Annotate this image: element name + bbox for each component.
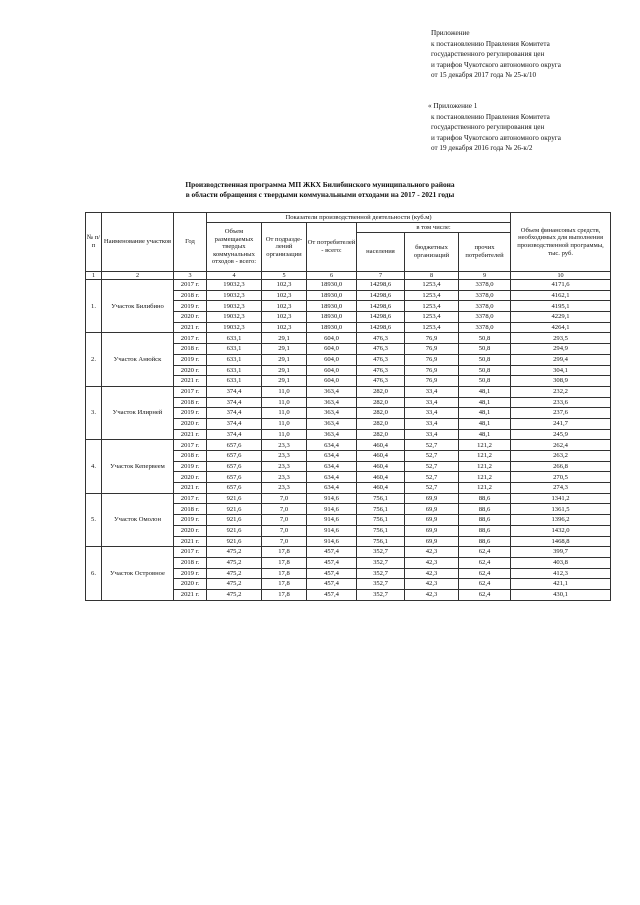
appendix-header-line: государственного регулирования цен: [431, 50, 545, 59]
cell-year: 2019 г.: [174, 515, 207, 526]
cell-population: 282,0: [357, 429, 405, 440]
cell-volume: 921,6: [207, 504, 262, 515]
cell-year: 2020 г.: [174, 312, 207, 323]
cell-consumers: 604,0: [307, 333, 357, 344]
cell-budget: 1253,4: [405, 290, 459, 301]
cell-budget: 1253,4: [405, 322, 459, 333]
cell-subdivisions: 11,0: [262, 397, 307, 408]
cell-year: 2017 г.: [174, 547, 207, 558]
cell-budget: 52,7: [405, 451, 459, 462]
cell-other: 3378,0: [459, 280, 511, 291]
cell-subdivisions: 7,0: [262, 504, 307, 515]
cell-year: 2017 г.: [174, 280, 207, 291]
cell-other: 62,4: [459, 579, 511, 590]
cell-consumers: 363,4: [307, 418, 357, 429]
cell-volume: 374,4: [207, 429, 262, 440]
cell-consumers: 363,4: [307, 386, 357, 397]
cell-consumers: 604,0: [307, 344, 357, 355]
site-name: Участок Билибино: [102, 280, 174, 333]
cell-year: 2021 г.: [174, 322, 207, 333]
column-number: 8: [405, 272, 459, 280]
cell-other: 62,4: [459, 557, 511, 568]
previous-appendix-header-line: государственного регулирования цен: [431, 123, 545, 132]
cell-population: 352,7: [357, 557, 405, 568]
cell-finance: 232,2: [511, 386, 611, 397]
cell-finance: 263,2: [511, 451, 611, 462]
cell-finance: 237,6: [511, 408, 611, 419]
cell-finance: 1361,5: [511, 504, 611, 515]
cell-finance: 233,6: [511, 397, 611, 408]
cell-year: 2018 г.: [174, 397, 207, 408]
cell-volume: 921,6: [207, 536, 262, 547]
appendix-header-line: от 15 декабря 2017 года № 25-к/10: [431, 71, 537, 80]
cell-budget: 33,4: [405, 397, 459, 408]
appendix-header-line: и тарифов Чукотского автономного округа: [431, 60, 561, 69]
cell-consumers: 18930,0: [307, 301, 357, 312]
cell-budget: 52,7: [405, 461, 459, 472]
cell-consumers: 18930,0: [307, 280, 357, 291]
column-number: 7: [357, 272, 405, 280]
cell-finance: 293,5: [511, 333, 611, 344]
site-name: Участок Илирней: [102, 386, 174, 439]
cell-volume: 374,4: [207, 408, 262, 419]
header-site: Наименование участков: [102, 213, 174, 272]
cell-population: 282,0: [357, 418, 405, 429]
cell-volume: 633,1: [207, 354, 262, 365]
cell-year: 2020 г.: [174, 472, 207, 483]
cell-finance: 1341,2: [511, 493, 611, 504]
cell-budget: 52,7: [405, 483, 459, 494]
cell-population: 460,4: [357, 461, 405, 472]
site-number: 1.: [86, 280, 102, 333]
cell-population: 756,1: [357, 515, 405, 526]
cell-population: 756,1: [357, 504, 405, 515]
cell-year: 2021 г.: [174, 376, 207, 387]
cell-volume: 633,1: [207, 333, 262, 344]
appendix-header-line: Приложение: [431, 29, 470, 37]
cell-population: 352,7: [357, 568, 405, 579]
cell-budget: 33,4: [405, 408, 459, 419]
table-row: [86, 547, 611, 558]
cell-other: 88,6: [459, 504, 511, 515]
cell-year: 2017 г.: [174, 333, 207, 344]
cell-year: 2021 г.: [174, 536, 207, 547]
cell-population: 476,3: [357, 344, 405, 355]
cell-subdivisions: 102,3: [262, 280, 307, 291]
cell-population: 282,0: [357, 397, 405, 408]
cell-other: 121,2: [459, 472, 511, 483]
cell-other: 88,6: [459, 493, 511, 504]
cell-population: 14298,6: [357, 290, 405, 301]
cell-consumers: 457,4: [307, 557, 357, 568]
cell-subdivisions: 23,3: [262, 483, 307, 494]
cell-volume: 19032,3: [207, 290, 262, 301]
previous-appendix-header-line: и тарифов Чукотского автономного округа: [431, 133, 561, 142]
cell-other: 48,1: [459, 386, 511, 397]
cell-subdivisions: 23,3: [262, 451, 307, 462]
column-number: 3: [174, 272, 207, 280]
cell-volume: 19032,3: [207, 280, 262, 291]
header-subdivisions: От подразде-лений организации: [262, 223, 307, 272]
cell-population: 352,7: [357, 579, 405, 590]
cell-subdivisions: 17,8: [262, 547, 307, 558]
cell-volume: 657,6: [207, 461, 262, 472]
cell-consumers: 363,4: [307, 397, 357, 408]
cell-volume: 475,2: [207, 547, 262, 558]
cell-consumers: 634,4: [307, 461, 357, 472]
cell-volume: 374,4: [207, 397, 262, 408]
cell-other: 62,4: [459, 547, 511, 558]
cell-subdivisions: 17,8: [262, 557, 307, 568]
cell-year: 2018 г.: [174, 290, 207, 301]
cell-subdivisions: 7,0: [262, 493, 307, 504]
cell-budget: 1253,4: [405, 312, 459, 323]
cell-subdivisions: 7,0: [262, 525, 307, 536]
cell-other: 121,2: [459, 461, 511, 472]
cell-finance: 270,5: [511, 472, 611, 483]
cell-consumers: 634,4: [307, 440, 357, 451]
column-number: 6: [307, 272, 357, 280]
cell-other: 50,8: [459, 354, 511, 365]
cell-volume: 475,2: [207, 557, 262, 568]
cell-finance: 304,1: [511, 365, 611, 376]
cell-other: 88,6: [459, 515, 511, 526]
cell-population: 460,4: [357, 472, 405, 483]
cell-volume: 19032,3: [207, 312, 262, 323]
cell-other: 3378,0: [459, 312, 511, 323]
cell-year: 2018 г.: [174, 504, 207, 515]
cell-subdivisions: 29,1: [262, 376, 307, 387]
cell-consumers: 457,4: [307, 579, 357, 590]
cell-subdivisions: 17,8: [262, 589, 307, 600]
cell-finance: 266,8: [511, 461, 611, 472]
cell-finance: 245,9: [511, 429, 611, 440]
header-other: прочих потребителей: [459, 233, 511, 272]
table-row: [86, 493, 611, 504]
cell-budget: 42,3: [405, 557, 459, 568]
cell-other: 3378,0: [459, 301, 511, 312]
cell-consumers: 914,6: [307, 525, 357, 536]
header-finance: Объем финансовых средств, необходимых для выполнения производственной программы, тыс. руб.: [511, 213, 611, 272]
cell-consumers: 18930,0: [307, 290, 357, 301]
cell-year: 2017 г.: [174, 493, 207, 504]
cell-budget: 33,4: [405, 418, 459, 429]
cell-subdivisions: 7,0: [262, 515, 307, 526]
cell-volume: 19032,3: [207, 301, 262, 312]
cell-budget: 76,9: [405, 354, 459, 365]
cell-consumers: 457,4: [307, 547, 357, 558]
cell-year: 2019 г.: [174, 354, 207, 365]
cell-budget: 33,4: [405, 429, 459, 440]
site-number: 3.: [86, 386, 102, 439]
site-number: 2.: [86, 333, 102, 386]
cell-volume: 657,6: [207, 483, 262, 494]
cell-budget: 76,9: [405, 344, 459, 355]
cell-other: 121,2: [459, 440, 511, 451]
cell-other: 62,4: [459, 568, 511, 579]
cell-population: 460,4: [357, 440, 405, 451]
header-indicators: Показатели производственной деятельности (куб.м): [207, 213, 511, 223]
table-row: [86, 280, 611, 291]
cell-finance: 294,9: [511, 344, 611, 355]
cell-budget: 69,9: [405, 525, 459, 536]
cell-finance: 308,9: [511, 376, 611, 387]
cell-subdivisions: 11,0: [262, 386, 307, 397]
table-row: [86, 386, 611, 397]
header-num: № п/п: [86, 213, 102, 272]
cell-other: 62,4: [459, 589, 511, 600]
cell-year: 2021 г.: [174, 589, 207, 600]
cell-population: 476,3: [357, 376, 405, 387]
previous-appendix-header-line: « Приложение 1: [428, 102, 478, 110]
cell-year: 2020 г.: [174, 418, 207, 429]
cell-consumers: 634,4: [307, 451, 357, 462]
cell-consumers: 18930,0: [307, 312, 357, 323]
cell-budget: 76,9: [405, 376, 459, 387]
table-row: [86, 333, 611, 344]
cell-subdivisions: 17,8: [262, 568, 307, 579]
previous-appendix-header: [428, 101, 561, 154]
cell-finance: 1396,2: [511, 515, 611, 526]
cell-finance: 4171,6: [511, 280, 611, 291]
cell-other: 88,6: [459, 536, 511, 547]
column-number: 5: [262, 272, 307, 280]
site-name: Участок Анюйск: [102, 333, 174, 386]
cell-subdivisions: 23,3: [262, 440, 307, 451]
cell-consumers: 634,4: [307, 483, 357, 494]
cell-year: 2018 г.: [174, 451, 207, 462]
cell-finance: 403,8: [511, 557, 611, 568]
cell-other: 3378,0: [459, 290, 511, 301]
column-number: 1: [86, 272, 102, 280]
cell-subdivisions: 29,1: [262, 344, 307, 355]
cell-subdivisions: 23,3: [262, 472, 307, 483]
header-budget: бюджетных организаций: [405, 233, 459, 272]
cell-volume: 19032,3: [207, 322, 262, 333]
document-title-line-2: в области обращения с твердыми коммунальными отходами на 2017 - 2021 годы: [185, 190, 455, 200]
cell-finance: 299,4: [511, 354, 611, 365]
cell-consumers: 18930,0: [307, 322, 357, 333]
cell-consumers: 914,6: [307, 515, 357, 526]
cell-finance: 262,4: [511, 440, 611, 451]
column-number: 9: [459, 272, 511, 280]
cell-budget: 42,3: [405, 589, 459, 600]
cell-population: 352,7: [357, 547, 405, 558]
cell-budget: 69,9: [405, 504, 459, 515]
site-name: Участок Островное: [102, 547, 174, 600]
cell-subdivisions: 11,0: [262, 429, 307, 440]
cell-year: 2021 г.: [174, 429, 207, 440]
header-including: в том числе:: [357, 223, 511, 233]
appendix-header: [431, 28, 561, 81]
cell-volume: 633,1: [207, 376, 262, 387]
cell-finance: 412,3: [511, 568, 611, 579]
cell-budget: 69,9: [405, 515, 459, 526]
cell-volume: 475,2: [207, 589, 262, 600]
cell-other: 48,1: [459, 429, 511, 440]
cell-volume: 374,4: [207, 386, 262, 397]
cell-other: 50,8: [459, 365, 511, 376]
cell-budget: 1253,4: [405, 301, 459, 312]
cell-consumers: 363,4: [307, 429, 357, 440]
cell-population: 14298,6: [357, 280, 405, 291]
cell-population: 756,1: [357, 493, 405, 504]
cell-other: 3378,0: [459, 322, 511, 333]
cell-finance: 399,7: [511, 547, 611, 558]
cell-year: 2019 г.: [174, 301, 207, 312]
header-year: Год: [174, 213, 207, 272]
cell-budget: 69,9: [405, 493, 459, 504]
site-name: Участок Кепервеем: [102, 440, 174, 493]
cell-budget: 52,7: [405, 440, 459, 451]
cell-year: 2021 г.: [174, 483, 207, 494]
cell-volume: 921,6: [207, 525, 262, 536]
cell-population: 282,0: [357, 408, 405, 419]
cell-volume: 475,2: [207, 568, 262, 579]
cell-other: 50,8: [459, 344, 511, 355]
cell-finance: 4195,1: [511, 301, 611, 312]
site-number: 6.: [86, 547, 102, 600]
cell-population: 756,1: [357, 536, 405, 547]
cell-population: 476,3: [357, 365, 405, 376]
cell-year: 2019 г.: [174, 461, 207, 472]
cell-subdivisions: 29,1: [262, 354, 307, 365]
cell-budget: 76,9: [405, 333, 459, 344]
cell-subdivisions: 102,3: [262, 322, 307, 333]
cell-finance: 1432,0: [511, 525, 611, 536]
cell-budget: 42,3: [405, 547, 459, 558]
site-number: 4.: [86, 440, 102, 493]
cell-other: 50,8: [459, 333, 511, 344]
cell-volume: 657,6: [207, 440, 262, 451]
production-program-table: [85, 212, 611, 601]
cell-budget: 42,3: [405, 579, 459, 590]
cell-subdivisions: 102,3: [262, 290, 307, 301]
appendix-header-line: к постановлению Правления Комитета: [431, 39, 550, 48]
previous-appendix-header-line: к постановлению Правления Комитета: [431, 112, 550, 121]
previous-appendix-header-line: от 19 декабря 2016 года № 26-к/2: [431, 144, 533, 153]
cell-population: 352,7: [357, 589, 405, 600]
cell-year: 2019 г.: [174, 568, 207, 579]
cell-year: 2020 г.: [174, 579, 207, 590]
cell-budget: 33,4: [405, 386, 459, 397]
cell-consumers: 604,0: [307, 365, 357, 376]
cell-budget: 42,3: [405, 568, 459, 579]
cell-other: 121,2: [459, 451, 511, 462]
cell-subdivisions: 11,0: [262, 408, 307, 419]
cell-year: 2020 г.: [174, 365, 207, 376]
cell-subdivisions: 29,1: [262, 333, 307, 344]
cell-volume: 657,6: [207, 451, 262, 462]
header-volume: Объем размещаемых твердых коммунальных отходов - всего:: [207, 223, 262, 272]
cell-budget: 69,9: [405, 536, 459, 547]
cell-year: 2017 г.: [174, 440, 207, 451]
cell-year: 2020 г.: [174, 525, 207, 536]
site-number: 5.: [86, 493, 102, 546]
cell-year: 2017 г.: [174, 386, 207, 397]
cell-other: 48,1: [459, 418, 511, 429]
cell-other: 121,2: [459, 483, 511, 494]
table-body: [86, 272, 611, 601]
cell-consumers: 604,0: [307, 376, 357, 387]
cell-finance: 421,1: [511, 579, 611, 590]
cell-consumers: 363,4: [307, 408, 357, 419]
cell-other: 48,1: [459, 397, 511, 408]
cell-subdivisions: 23,3: [262, 461, 307, 472]
cell-year: 2018 г.: [174, 557, 207, 568]
cell-finance: 430,1: [511, 589, 611, 600]
cell-other: 88,6: [459, 525, 511, 536]
cell-finance: 274,3: [511, 483, 611, 494]
cell-consumers: 457,4: [307, 589, 357, 600]
cell-budget: 76,9: [405, 365, 459, 376]
cell-subdivisions: 7,0: [262, 536, 307, 547]
cell-volume: 475,2: [207, 579, 262, 590]
cell-population: 756,1: [357, 525, 405, 536]
cell-volume: 374,4: [207, 418, 262, 429]
cell-subdivisions: 102,3: [262, 301, 307, 312]
column-number: 2: [102, 272, 174, 280]
cell-budget: 1253,4: [405, 280, 459, 291]
column-number: 4: [207, 272, 262, 280]
cell-finance: 4229,1: [511, 312, 611, 323]
cell-population: 476,3: [357, 354, 405, 365]
cell-budget: 52,7: [405, 472, 459, 483]
cell-other: 48,1: [459, 408, 511, 419]
cell-subdivisions: 29,1: [262, 365, 307, 376]
cell-population: 282,0: [357, 386, 405, 397]
cell-volume: 633,1: [207, 344, 262, 355]
cell-finance: 241,7: [511, 418, 611, 429]
cell-consumers: 604,0: [307, 354, 357, 365]
cell-subdivisions: 102,3: [262, 312, 307, 323]
cell-consumers: 914,6: [307, 493, 357, 504]
document-title-line-1: Производственная программа МП ЖКХ Билибинского муниципального района: [185, 180, 455, 189]
cell-volume: 657,6: [207, 472, 262, 483]
cell-volume: 633,1: [207, 365, 262, 376]
cell-other: 50,8: [459, 376, 511, 387]
cell-consumers: 914,6: [307, 504, 357, 515]
cell-consumers: 457,4: [307, 568, 357, 579]
cell-volume: 921,6: [207, 493, 262, 504]
cell-population: 14298,6: [357, 322, 405, 333]
cell-volume: 921,6: [207, 515, 262, 526]
header-population: населения: [357, 233, 405, 272]
cell-finance: 1468,8: [511, 536, 611, 547]
cell-subdivisions: 11,0: [262, 418, 307, 429]
cell-finance: 4162,1: [511, 290, 611, 301]
site-name: Участок Омолон: [102, 493, 174, 546]
cell-population: 460,4: [357, 483, 405, 494]
cell-finance: 4264,1: [511, 322, 611, 333]
header-consumers: От потребителей - всего:: [307, 223, 357, 272]
cell-consumers: 914,6: [307, 536, 357, 547]
cell-population: 460,4: [357, 451, 405, 462]
cell-year: 2018 г.: [174, 344, 207, 355]
cell-population: 14298,6: [357, 301, 405, 312]
column-number-row: [86, 272, 611, 280]
cell-consumers: 634,4: [307, 472, 357, 483]
column-number: 10: [511, 272, 611, 280]
cell-year: 2019 г.: [174, 408, 207, 419]
cell-population: 476,3: [357, 333, 405, 344]
document-title: [0, 180, 640, 201]
cell-subdivisions: 17,8: [262, 579, 307, 590]
table-row: [86, 440, 611, 451]
cell-population: 14298,6: [357, 312, 405, 323]
